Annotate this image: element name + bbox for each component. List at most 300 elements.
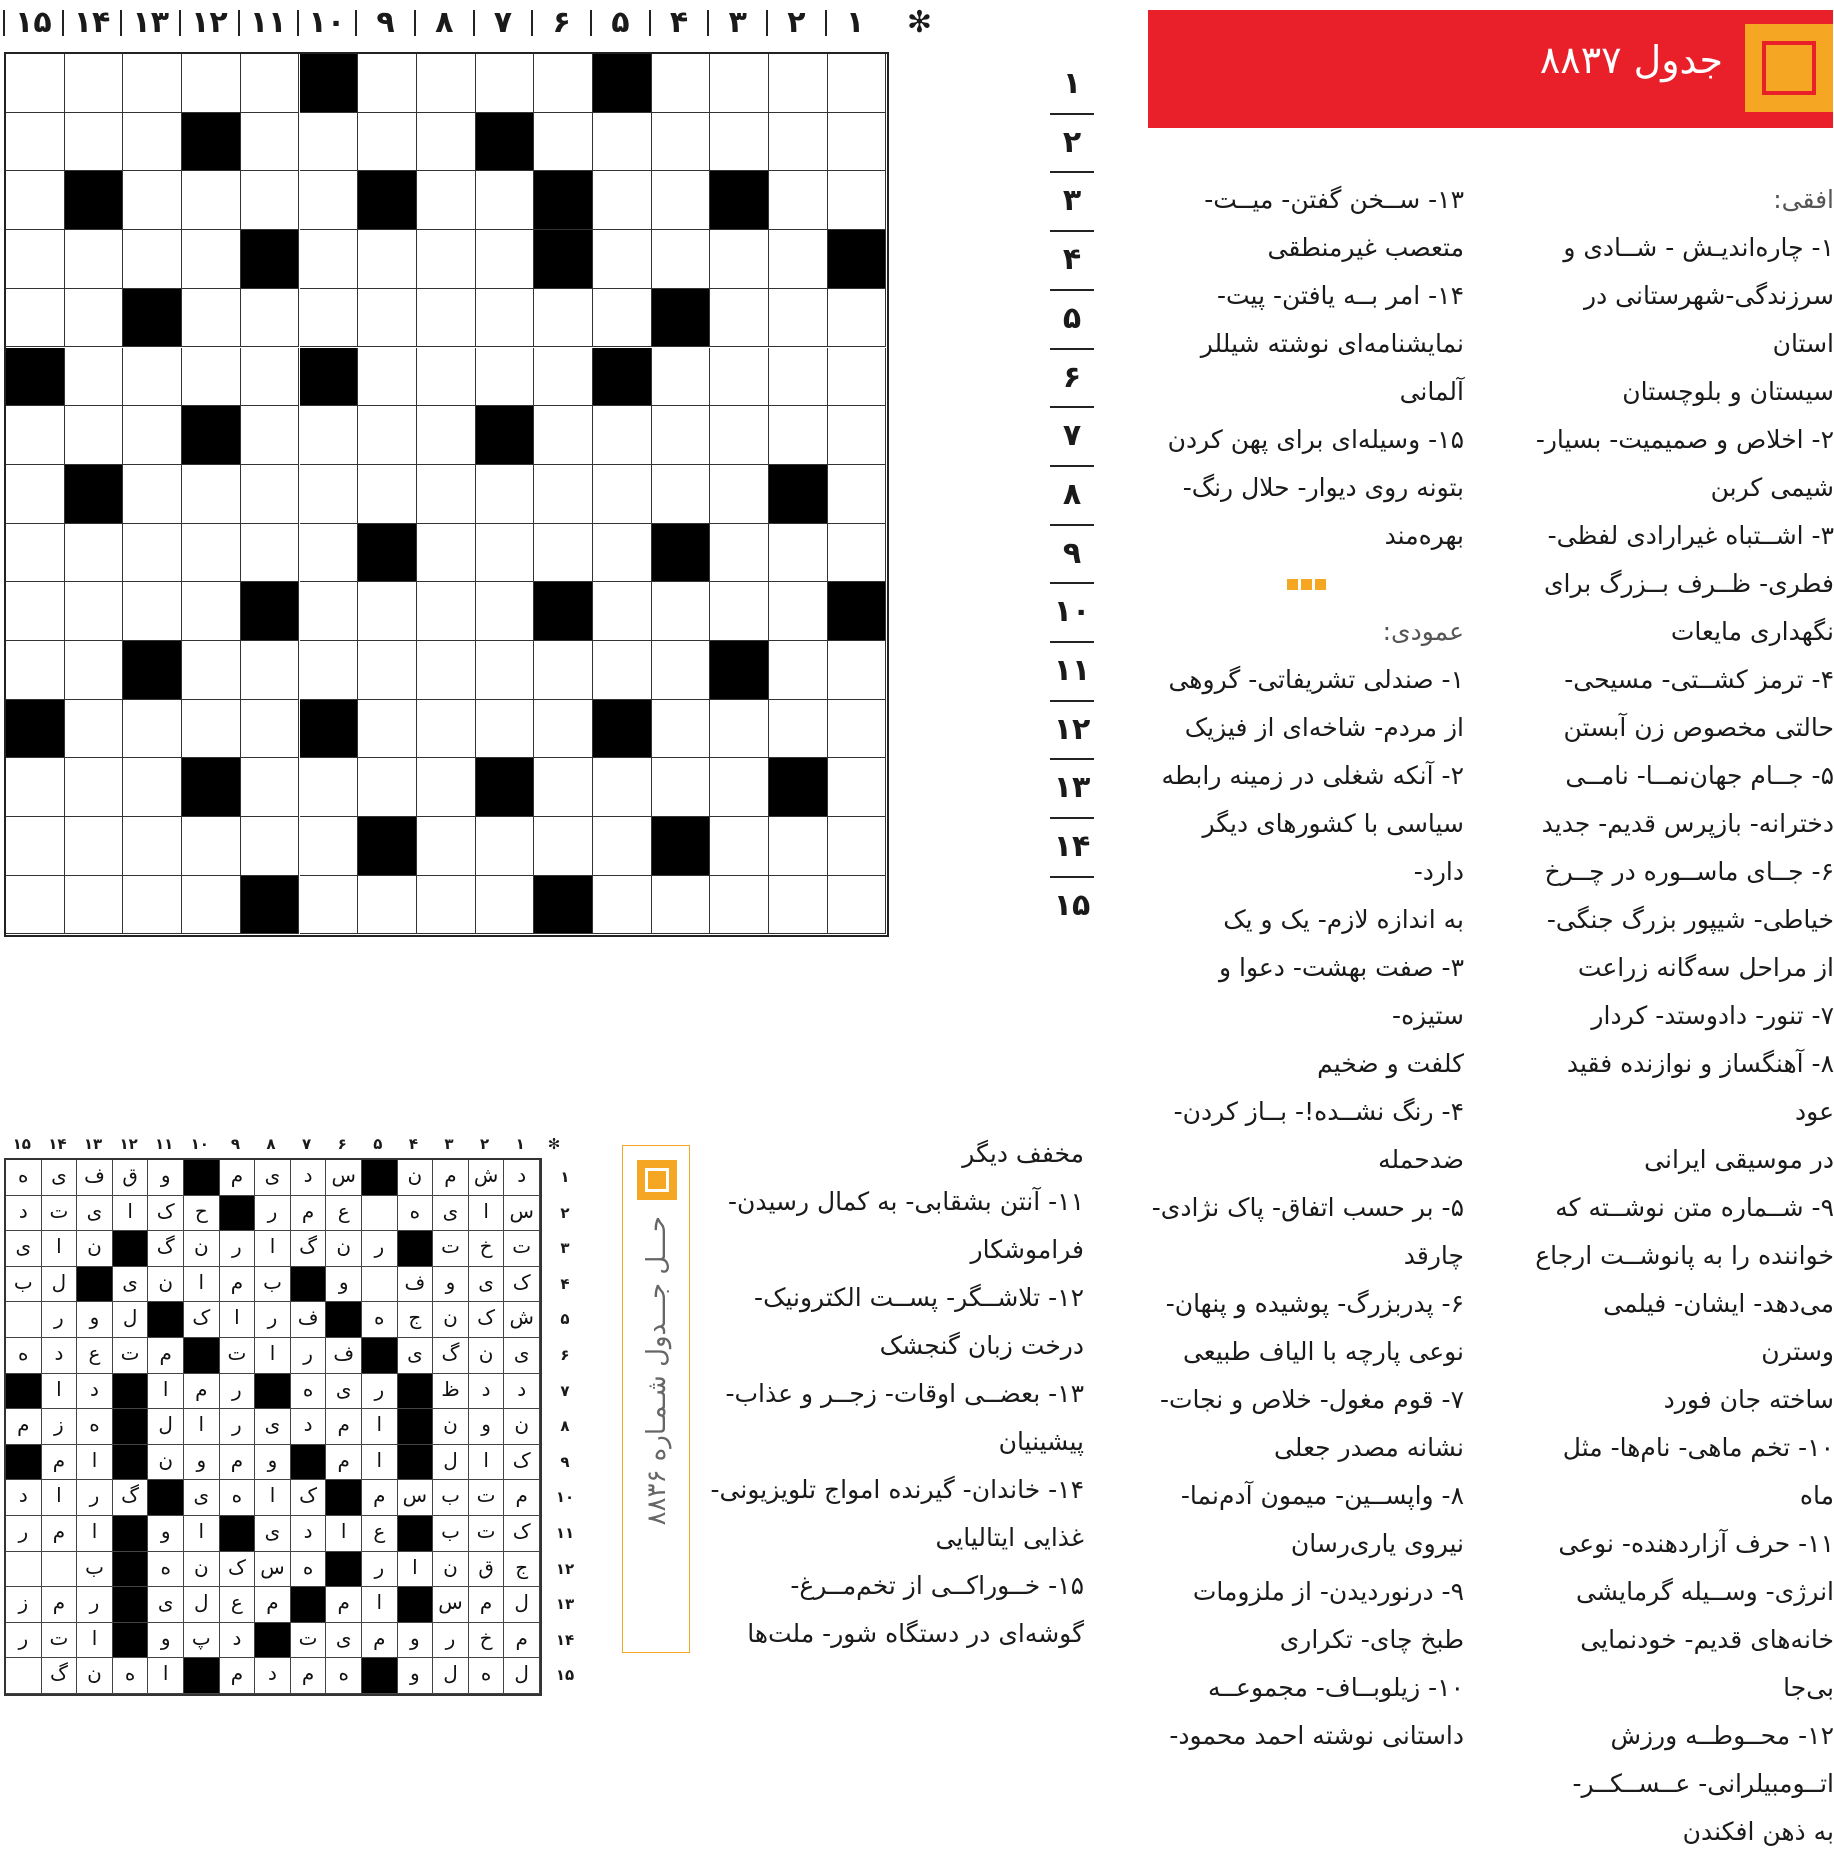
grid-cell[interactable] bbox=[417, 289, 476, 348]
grid-cell[interactable] bbox=[476, 700, 535, 759]
grid-cell[interactable] bbox=[358, 465, 417, 524]
grid-cell[interactable] bbox=[6, 54, 65, 113]
grid-cell[interactable] bbox=[241, 289, 300, 348]
solution-block bbox=[326, 1480, 362, 1516]
grid-cell[interactable] bbox=[534, 348, 593, 407]
grid-cell[interactable] bbox=[476, 876, 535, 935]
grid-cell[interactable] bbox=[6, 582, 65, 641]
solution-row-number: ۱۰ bbox=[555, 1488, 575, 1507]
grid-cell[interactable] bbox=[534, 641, 593, 700]
grid-cell[interactable] bbox=[241, 524, 300, 583]
grid-cell[interactable] bbox=[300, 406, 359, 465]
grid-cell[interactable] bbox=[6, 641, 65, 700]
solution-cell: گ bbox=[291, 1231, 327, 1267]
grid-cell[interactable] bbox=[652, 230, 711, 289]
solution-column-number: ۳ bbox=[444, 1135, 454, 1153]
grid-cell[interactable] bbox=[769, 524, 828, 583]
grid-cell[interactable] bbox=[652, 582, 711, 641]
clue-line: ۱۳- ســخن گفتن- میــت- bbox=[1204, 185, 1464, 214]
grid-cell[interactable] bbox=[123, 582, 182, 641]
grid-cell[interactable] bbox=[534, 406, 593, 465]
column-number: ۱۵ bbox=[15, 5, 52, 40]
solution-block bbox=[326, 1552, 362, 1588]
solution-cell: ا bbox=[148, 1658, 184, 1694]
grid-cell[interactable] bbox=[476, 524, 535, 583]
grid-cell[interactable] bbox=[300, 641, 359, 700]
grid-cell[interactable] bbox=[182, 876, 241, 935]
solution-cell: ه bbox=[291, 1374, 327, 1410]
grid-cell[interactable] bbox=[593, 524, 652, 583]
grid-cell[interactable] bbox=[358, 289, 417, 348]
solution-row-number: ۹ bbox=[560, 1452, 570, 1471]
row-separator bbox=[1050, 641, 1094, 643]
clue-line: به ذهن افکندن bbox=[1682, 1817, 1834, 1846]
grid-cell[interactable] bbox=[358, 700, 417, 759]
grid-cell[interactable] bbox=[828, 113, 887, 172]
solution-cell: ک bbox=[184, 1302, 220, 1338]
row-number: ۱۴ bbox=[1053, 829, 1091, 865]
grid-cell[interactable] bbox=[123, 817, 182, 876]
clues-column-middle bbox=[1148, 176, 1464, 1760]
solution-title: حـــل جـــدول شـمـاره ۸۸۳۶ bbox=[642, 1216, 672, 1526]
grid-cell[interactable] bbox=[710, 524, 769, 583]
grid-cell[interactable] bbox=[710, 348, 769, 407]
solution-cell: ع bbox=[220, 1587, 256, 1623]
clue-line: می‌دهد- ایشان- فیلمی وسترن bbox=[1603, 1289, 1834, 1366]
grid-cell[interactable] bbox=[593, 406, 652, 465]
grid-cell[interactable] bbox=[65, 641, 124, 700]
grid-cell[interactable] bbox=[769, 582, 828, 641]
column-separator bbox=[3, 10, 5, 36]
grid-cell[interactable] bbox=[65, 524, 124, 583]
solution-cell: ی bbox=[504, 1338, 540, 1374]
grid-cell[interactable] bbox=[6, 406, 65, 465]
grid-cell[interactable] bbox=[6, 758, 65, 817]
grid-cell[interactable] bbox=[182, 700, 241, 759]
grid-cell[interactable] bbox=[769, 817, 828, 876]
grid-cell[interactable] bbox=[123, 524, 182, 583]
solution-cell: م bbox=[42, 1445, 78, 1481]
grid-cell[interactable] bbox=[652, 171, 711, 230]
grid-cell[interactable] bbox=[65, 817, 124, 876]
grid-block bbox=[300, 54, 359, 113]
clue-line: دخترانه- بازپرس قدیم- جدید bbox=[1541, 809, 1834, 838]
solution-cell: ل bbox=[504, 1587, 540, 1623]
grid-cell[interactable] bbox=[593, 582, 652, 641]
grid-cell[interactable] bbox=[182, 348, 241, 407]
grid-cell[interactable] bbox=[182, 817, 241, 876]
row-separator bbox=[1050, 876, 1094, 878]
grid-cell[interactable] bbox=[182, 641, 241, 700]
solution-cell: م bbox=[469, 1587, 505, 1623]
solution-cell: ل bbox=[433, 1658, 469, 1694]
puzzle-title-banner bbox=[1148, 10, 1833, 128]
grid-cell[interactable] bbox=[828, 758, 887, 817]
grid-cell[interactable] bbox=[123, 171, 182, 230]
solution-cell: ک bbox=[504, 1445, 540, 1481]
grid-cell[interactable] bbox=[534, 289, 593, 348]
clue-line: ۸- واپســین- میمون آدم‌نما- bbox=[1180, 1481, 1464, 1510]
grid-cell[interactable] bbox=[358, 348, 417, 407]
grid-block bbox=[300, 348, 359, 407]
grid-cell[interactable] bbox=[182, 54, 241, 113]
grid-cell[interactable] bbox=[358, 406, 417, 465]
grid-cell[interactable] bbox=[123, 348, 182, 407]
grid-cell[interactable] bbox=[241, 406, 300, 465]
grid-cell[interactable] bbox=[593, 171, 652, 230]
solution-cell: ف bbox=[398, 1267, 434, 1303]
grid-cell[interactable] bbox=[828, 171, 887, 230]
solution-column-number: ۱۱ bbox=[155, 1135, 174, 1153]
grid-cell[interactable] bbox=[65, 230, 124, 289]
grid-cell[interactable] bbox=[593, 641, 652, 700]
clue-line: اتــومبیلرانی- عــســکــر- bbox=[1572, 1769, 1834, 1798]
grid-cell[interactable] bbox=[241, 348, 300, 407]
column-number: ۷ bbox=[493, 5, 513, 40]
grid-block bbox=[358, 524, 417, 583]
grid-cell[interactable] bbox=[123, 406, 182, 465]
grid-cell[interactable] bbox=[769, 289, 828, 348]
grid-cell[interactable] bbox=[417, 406, 476, 465]
solution-cell: ا bbox=[184, 1409, 220, 1445]
grid-cell[interactable] bbox=[65, 758, 124, 817]
grid-cell[interactable] bbox=[6, 817, 65, 876]
solution-cell: د bbox=[291, 1160, 327, 1196]
solution-cell: ف bbox=[291, 1302, 327, 1338]
grid-cell[interactable] bbox=[476, 289, 535, 348]
grid-cell[interactable] bbox=[358, 113, 417, 172]
grid-cell[interactable] bbox=[534, 54, 593, 113]
grid-cell[interactable] bbox=[417, 700, 476, 759]
solution-cell: ی bbox=[398, 1338, 434, 1374]
grid-cell[interactable] bbox=[710, 230, 769, 289]
solution-cell: ف bbox=[77, 1160, 113, 1196]
clue-line: ۲- اخلاص و صمیمیت- بسیار- bbox=[1535, 425, 1834, 454]
grid-cell[interactable] bbox=[652, 465, 711, 524]
grid-cell[interactable] bbox=[828, 700, 887, 759]
grid-cell[interactable] bbox=[300, 230, 359, 289]
grid-cell[interactable] bbox=[182, 171, 241, 230]
grid-cell[interactable] bbox=[417, 171, 476, 230]
row-number: ۱۱ bbox=[1053, 653, 1091, 688]
grid-cell[interactable] bbox=[358, 582, 417, 641]
grid-cell[interactable] bbox=[593, 230, 652, 289]
grid-cell[interactable] bbox=[417, 524, 476, 583]
clue-line: ۱- چاره‌اندیـش - شــادی و bbox=[1563, 233, 1834, 262]
solution-block bbox=[184, 1658, 220, 1694]
solution-cell: ی bbox=[255, 1409, 291, 1445]
solution-block bbox=[362, 1338, 398, 1374]
grid-cell[interactable] bbox=[769, 700, 828, 759]
grid-cell[interactable] bbox=[769, 113, 828, 172]
grid-cell[interactable] bbox=[241, 465, 300, 524]
solution-cell: ا bbox=[326, 1516, 362, 1552]
grid-cell[interactable] bbox=[6, 171, 65, 230]
grid-cell[interactable] bbox=[417, 817, 476, 876]
solution-cell: ا bbox=[469, 1445, 505, 1481]
grid-cell[interactable] bbox=[123, 54, 182, 113]
grid-cell[interactable] bbox=[710, 54, 769, 113]
solution-cell: س bbox=[504, 1196, 540, 1232]
solution-cell: ن bbox=[148, 1445, 184, 1481]
grid-cell[interactable] bbox=[300, 758, 359, 817]
grid-cell[interactable] bbox=[828, 406, 887, 465]
grid-cell[interactable] bbox=[300, 876, 359, 935]
grid-cell[interactable] bbox=[710, 817, 769, 876]
grid-cell[interactable] bbox=[300, 171, 359, 230]
grid-cell[interactable] bbox=[593, 817, 652, 876]
grid-cell[interactable] bbox=[710, 289, 769, 348]
grid-cell[interactable] bbox=[652, 113, 711, 172]
grid-block bbox=[534, 171, 593, 230]
grid-cell[interactable] bbox=[534, 524, 593, 583]
grid-cell[interactable] bbox=[769, 230, 828, 289]
solution-cell: م bbox=[148, 1338, 184, 1374]
grid-cell[interactable] bbox=[300, 465, 359, 524]
grid-cell[interactable] bbox=[65, 348, 124, 407]
grid-cell[interactable] bbox=[828, 817, 887, 876]
grid-cell[interactable] bbox=[6, 230, 65, 289]
grid-cell[interactable] bbox=[358, 230, 417, 289]
grid-cell[interactable] bbox=[358, 758, 417, 817]
grid-cell[interactable] bbox=[710, 876, 769, 935]
grid-cell[interactable] bbox=[65, 582, 124, 641]
solution-cell: ش bbox=[469, 1160, 505, 1196]
grid-cell[interactable] bbox=[652, 758, 711, 817]
grid-block bbox=[241, 876, 300, 935]
grid-cell[interactable] bbox=[6, 524, 65, 583]
solution-cell: م bbox=[220, 1160, 256, 1196]
solution-cell: م bbox=[362, 1480, 398, 1516]
grid-cell[interactable] bbox=[769, 406, 828, 465]
crossword-grid[interactable] bbox=[4, 52, 889, 937]
grid-cell[interactable] bbox=[828, 289, 887, 348]
grid-cell[interactable] bbox=[65, 406, 124, 465]
grid-cell[interactable] bbox=[593, 876, 652, 935]
grid-cell[interactable] bbox=[769, 641, 828, 700]
grid-block bbox=[828, 582, 887, 641]
grid-cell[interactable] bbox=[123, 465, 182, 524]
grid-cell[interactable] bbox=[300, 524, 359, 583]
column-number: ۱ bbox=[845, 5, 865, 40]
grid-block bbox=[476, 113, 535, 172]
grid-cell[interactable] bbox=[534, 700, 593, 759]
clue-line: گوشه‌ای در دستگاه شور- ملت‌ها bbox=[747, 1619, 1084, 1648]
grid-cell[interactable] bbox=[534, 465, 593, 524]
grid-cell[interactable] bbox=[65, 113, 124, 172]
grid-cell[interactable] bbox=[182, 230, 241, 289]
grid-cell[interactable] bbox=[828, 54, 887, 113]
grid-cell[interactable] bbox=[476, 582, 535, 641]
grid-cell[interactable] bbox=[6, 289, 65, 348]
grid-cell[interactable] bbox=[417, 876, 476, 935]
grid-cell[interactable] bbox=[358, 641, 417, 700]
grid-cell[interactable] bbox=[300, 289, 359, 348]
solution-cell: ر bbox=[220, 1231, 256, 1267]
grid-cell[interactable] bbox=[417, 465, 476, 524]
grid-cell[interactable] bbox=[182, 524, 241, 583]
solution-row-number: ۸ bbox=[560, 1417, 570, 1436]
grid-cell[interactable] bbox=[476, 465, 535, 524]
grid-cell[interactable] bbox=[241, 641, 300, 700]
grid-cell[interactable] bbox=[241, 54, 300, 113]
column-number: ۱۱ bbox=[249, 5, 287, 40]
grid-cell[interactable] bbox=[828, 348, 887, 407]
grid-cell[interactable] bbox=[534, 758, 593, 817]
grid-block bbox=[182, 406, 241, 465]
grid-cell[interactable] bbox=[593, 758, 652, 817]
grid-cell[interactable] bbox=[123, 230, 182, 289]
grid-cell[interactable] bbox=[710, 700, 769, 759]
grid-cell[interactable] bbox=[476, 641, 535, 700]
clue-line: ۹- درنوردیدن- از ملزومات bbox=[1192, 1577, 1464, 1606]
solution-cell: ا bbox=[77, 1623, 113, 1659]
solution-cell: ر bbox=[77, 1480, 113, 1516]
grid-cell[interactable] bbox=[652, 641, 711, 700]
solution-cell: د bbox=[220, 1623, 256, 1659]
grid-block bbox=[241, 582, 300, 641]
clue-line: ۷- قوم مغول- خلاص و نجات- bbox=[1159, 1385, 1464, 1414]
grid-block bbox=[769, 465, 828, 524]
grid-cell[interactable] bbox=[182, 582, 241, 641]
grid-cell[interactable] bbox=[6, 876, 65, 935]
solution-cell: ر bbox=[362, 1552, 398, 1588]
solution-block bbox=[398, 1409, 434, 1445]
solution-cell bbox=[362, 1196, 398, 1232]
column-number: ۶ bbox=[552, 5, 571, 40]
solution-grid bbox=[4, 1158, 542, 1696]
solution-cell: ل bbox=[184, 1587, 220, 1623]
grid-cell[interactable] bbox=[65, 876, 124, 935]
solution-cell: ت bbox=[469, 1480, 505, 1516]
solution-block bbox=[113, 1587, 149, 1623]
solution-block bbox=[291, 1445, 327, 1481]
grid-block bbox=[710, 171, 769, 230]
grid-cell[interactable] bbox=[65, 54, 124, 113]
grid-cell[interactable] bbox=[593, 465, 652, 524]
grid-cell[interactable] bbox=[828, 641, 887, 700]
solution-cell: ن bbox=[184, 1552, 220, 1588]
grid-cell[interactable] bbox=[828, 876, 887, 935]
grid-cell[interactable] bbox=[123, 113, 182, 172]
grid-cell[interactable] bbox=[123, 700, 182, 759]
grid-cell[interactable] bbox=[476, 348, 535, 407]
grid-cell[interactable] bbox=[417, 641, 476, 700]
grid-cell[interactable] bbox=[710, 758, 769, 817]
solution-cell: س bbox=[398, 1480, 434, 1516]
solution-cell: گ bbox=[433, 1338, 469, 1374]
grid-cell[interactable] bbox=[710, 582, 769, 641]
grid-cell[interactable] bbox=[652, 876, 711, 935]
solution-block bbox=[362, 1160, 398, 1196]
grid-cell[interactable] bbox=[652, 54, 711, 113]
clue-line: ۱۱- آنتن بشقابی- به کمال رسیدن- bbox=[728, 1187, 1084, 1216]
grid-cell[interactable] bbox=[65, 700, 124, 759]
grid-cell[interactable] bbox=[476, 817, 535, 876]
grid-cell[interactable] bbox=[417, 113, 476, 172]
grid-cell[interactable] bbox=[710, 465, 769, 524]
grid-cell[interactable] bbox=[593, 113, 652, 172]
solution-cell: گ bbox=[113, 1480, 149, 1516]
grid-cell[interactable] bbox=[358, 876, 417, 935]
solution-cell: ی bbox=[433, 1196, 469, 1232]
grid-cell[interactable] bbox=[123, 758, 182, 817]
grid-cell[interactable] bbox=[300, 817, 359, 876]
grid-cell[interactable] bbox=[652, 700, 711, 759]
grid-cell[interactable] bbox=[241, 817, 300, 876]
solution-cell: ل bbox=[148, 1409, 184, 1445]
grid-cell[interactable] bbox=[417, 230, 476, 289]
grid-cell[interactable] bbox=[417, 582, 476, 641]
grid-cell[interactable] bbox=[769, 171, 828, 230]
solution-cell: ک bbox=[504, 1516, 540, 1552]
solution-block bbox=[184, 1338, 220, 1374]
grid-cell[interactable] bbox=[182, 465, 241, 524]
solution-block bbox=[291, 1267, 327, 1303]
solution-cell bbox=[6, 1302, 42, 1338]
grid-cell[interactable] bbox=[534, 817, 593, 876]
grid-cell[interactable] bbox=[476, 230, 535, 289]
solution-block bbox=[398, 1445, 434, 1481]
grid-cell[interactable] bbox=[828, 524, 887, 583]
grid-cell[interactable] bbox=[417, 348, 476, 407]
row-number: ۶ bbox=[1062, 359, 1082, 395]
solution-block bbox=[220, 1196, 256, 1232]
grid-cell[interactable] bbox=[182, 289, 241, 348]
solution-cell: ح bbox=[184, 1196, 220, 1232]
grid-cell[interactable] bbox=[300, 582, 359, 641]
grid-cell[interactable] bbox=[6, 113, 65, 172]
solution-cell: ی bbox=[255, 1160, 291, 1196]
solution-cell: ر bbox=[6, 1516, 42, 1552]
grid-cell[interactable] bbox=[358, 54, 417, 113]
solution-cell: ا bbox=[255, 1480, 291, 1516]
grid-cell[interactable] bbox=[241, 171, 300, 230]
grid-cell[interactable] bbox=[241, 700, 300, 759]
grid-block bbox=[182, 113, 241, 172]
grid-cell[interactable] bbox=[241, 758, 300, 817]
grid-cell[interactable] bbox=[769, 348, 828, 407]
solution-column-number: ۴ bbox=[408, 1135, 418, 1153]
grid-cell[interactable] bbox=[300, 113, 359, 172]
solution-cell: ک bbox=[220, 1552, 256, 1588]
grid-cell[interactable] bbox=[476, 54, 535, 113]
grid-cell[interactable] bbox=[417, 54, 476, 113]
grid-cell[interactable] bbox=[652, 406, 711, 465]
solution-column-number: ۲ bbox=[480, 1135, 490, 1153]
grid-block bbox=[769, 758, 828, 817]
grid-cell[interactable] bbox=[828, 465, 887, 524]
separator-dots-icon bbox=[1148, 560, 1464, 608]
grid-cell[interactable] bbox=[710, 113, 769, 172]
grid-cell[interactable] bbox=[710, 406, 769, 465]
solution-block bbox=[255, 1623, 291, 1659]
grid-cell[interactable] bbox=[534, 113, 593, 172]
grid-cell[interactable] bbox=[652, 348, 711, 407]
grid-cell[interactable] bbox=[241, 113, 300, 172]
solution-cell: م bbox=[291, 1658, 327, 1694]
grid-cell[interactable] bbox=[65, 289, 124, 348]
grid-cell[interactable] bbox=[769, 54, 828, 113]
grid-cell[interactable] bbox=[6, 465, 65, 524]
solution-cell: ل bbox=[42, 1267, 78, 1303]
grid-cell[interactable] bbox=[417, 758, 476, 817]
grid-cell[interactable] bbox=[476, 171, 535, 230]
vertical-clues-continued bbox=[706, 1130, 1084, 1658]
grid-cell[interactable] bbox=[769, 876, 828, 935]
grid-cell[interactable] bbox=[123, 876, 182, 935]
grid-cell[interactable] bbox=[593, 289, 652, 348]
